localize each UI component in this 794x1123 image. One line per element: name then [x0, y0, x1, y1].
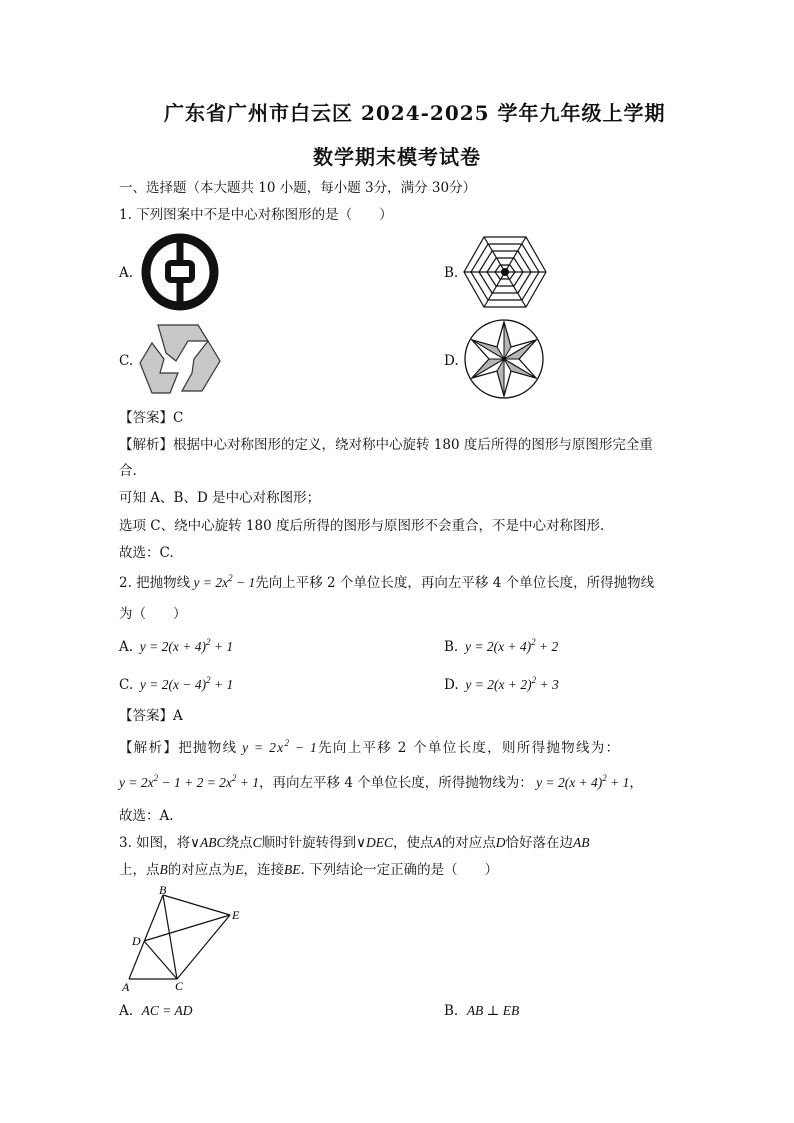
q1-option-b-label: B. — [444, 265, 459, 281]
title-line-2: 数学期末模考试卷 — [313, 145, 481, 169]
q1-analysis-1: 【解析】根据中心对称图形的定义，绕对称中心旋转 180 度后所得的图形与原图形完全重 — [119, 437, 653, 453]
q3-stem-line-2: 上，点B的对应点为E，连接BE. 下列结论一定正确的是（ ） — [119, 862, 499, 878]
q2-analysis-line-2: $y = 2x^2 - 1 + 2 = 2x^2 + 1$，再向左平移 4 个单位长度，所得抛物线为： $y = 2(x + 4)^2 + 1$， — [119, 773, 643, 791]
q2-option-c: C. $y = 2(x - 4)^2 + 1$ — [119, 675, 234, 693]
label-b: B — [159, 883, 167, 897]
q3-option-a: A. AC = AD — [119, 1003, 193, 1019]
q2-parabola-eq: $y = 2x^2 - 1$ — [190, 573, 256, 590]
q3-stem-line-1: 3. 如图，将∨ABC绕点C顺时针旋转得到∨DEC，使点A的对应点D恰好落在边AB — [119, 835, 590, 851]
recycle-figure — [138, 323, 222, 395]
coin-figure — [140, 232, 220, 312]
q2-stem-line-1: 2. 把抛物线 $y = 2x^2 - 1$先向上平移 2 个单位长度，再向左平移 4 个单位长度，所得抛物线 — [119, 573, 655, 591]
q2-option-a: A. $y = 2(x + 4)^2 + 1$ — [119, 637, 234, 655]
q1-analysis-3: 可知 A、B、D 是中心对称图形； — [119, 490, 321, 506]
q1-analysis-5: 故选：C. — [119, 545, 174, 561]
q1-analysis-4: 选项 C、绕中心旋转 180 度后所得的图形与原图形不会重合，不是中心对称图形. — [119, 518, 605, 534]
label-a: A — [122, 980, 130, 994]
q1-option-d-label: D. — [444, 353, 459, 369]
rotation-geometry-figure — [115, 885, 265, 995]
star-circle-figure — [463, 318, 545, 400]
q2-option-b: B. $y = 2(x + 4)^2 + 2$ — [444, 637, 559, 655]
q1-option-a-label: A. — [119, 265, 134, 281]
hexagon-web-figure — [463, 235, 547, 309]
section-heading: 一、选择题（本大题共 10 小题，每小题 3分，满分 30分） — [119, 180, 477, 196]
label-d: D — [132, 934, 141, 948]
q2-option-d: D. $y = 2(x + 2)^2 + 3$ — [444, 675, 559, 693]
q1-option-c-label: C. — [119, 353, 134, 369]
q3-option-b: B. AB ⊥ EB — [444, 1003, 520, 1019]
label-c: C — [175, 979, 184, 993]
q2-analysis-line-3: 故选：A. — [119, 808, 174, 824]
q2-answer: 【答案】A — [119, 708, 183, 724]
q2-analysis-line-1: 【解析】把抛物线 $y = 2x^2 - 1$先向上平移 2 个单位长度，则所得抛物线为： — [119, 738, 621, 756]
q1-analysis-2: 合. — [119, 463, 137, 479]
q1-answer: 【答案】C — [119, 410, 184, 426]
label-e: E — [232, 908, 240, 922]
q1-stem: 1. 下列图案中不是中心对称图形的是（ ） — [119, 207, 393, 223]
title-line-1: 广东省广州市白云区 2024-2025 学年九年级上学期 — [164, 101, 666, 125]
q2-stem-line-2: 为（ ） — [119, 606, 187, 622]
